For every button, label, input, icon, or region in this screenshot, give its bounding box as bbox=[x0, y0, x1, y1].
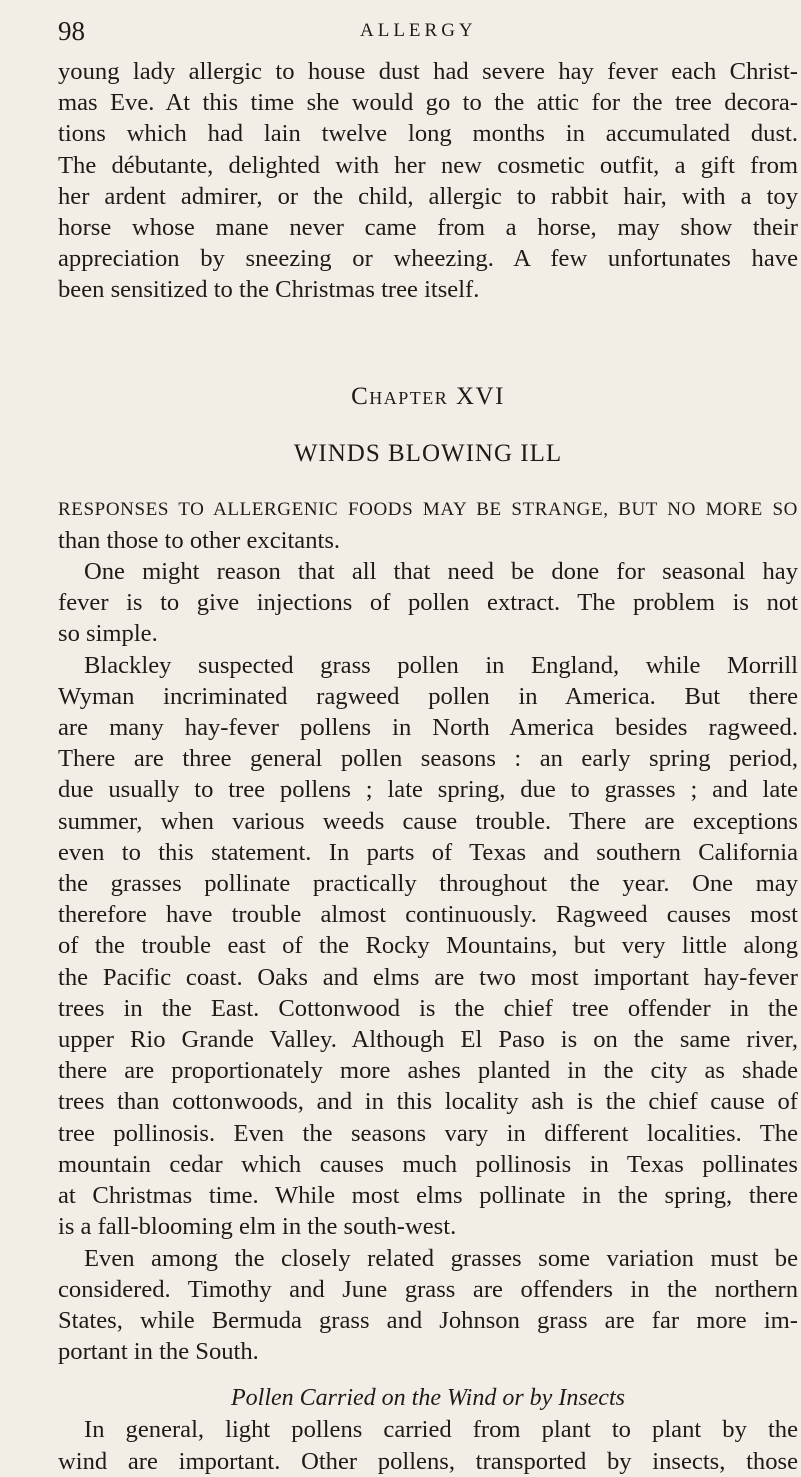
text-line: Wyman incriminated ragweed pollen in America. But there bbox=[58, 682, 798, 710]
text-line: at Christmas time. While most elms pollinate in the spring, there bbox=[58, 1182, 798, 1210]
paragraph bbox=[58, 650, 798, 1243]
text-line: mountain cedar which causes much pollinosis in Texas pollinates bbox=[58, 1150, 798, 1178]
text-line: upper Rio Grande Valley. Although El Paso is on the same river, bbox=[58, 1026, 798, 1054]
text-line: than those to other excitants. bbox=[58, 526, 341, 554]
text-line: Even among the closely related grasses some variation must be bbox=[84, 1244, 798, 1272]
text-line: trees in the East. Cottonwood is the chief tree offender in the bbox=[58, 994, 798, 1022]
text-line: In general, light pollens carried from plant to plant by the bbox=[84, 1416, 798, 1444]
continued-paragraph bbox=[58, 56, 798, 306]
text-line: so simple. bbox=[58, 620, 158, 648]
text-line: therefore have trouble almost continuously. Ragweed causes most bbox=[58, 901, 798, 929]
chapter-number: Chapter XVI bbox=[351, 382, 505, 410]
text-line: appreciation by sneezing or wheezing. A few unfortunates have bbox=[58, 245, 798, 273]
text-line: considered. Timothy and June grass are offenders in the northern bbox=[58, 1275, 798, 1303]
opening-caps-line: RESPONSES TO ALLERGENIC FOODS MAY BE STRANGE, BUT NO MORE SO bbox=[58, 498, 798, 520]
opening-paragraph bbox=[58, 494, 798, 556]
book-page bbox=[58, 14, 798, 1477]
text-line: Blackley suspected grass pollen in England, while Morrill bbox=[84, 651, 798, 679]
text-line: due usually to tree pollens ; late spring, due to grasses ; and late bbox=[58, 776, 798, 804]
text-line: tree pollinosis. Even the seasons vary in different localities. The bbox=[58, 1119, 798, 1147]
running-head bbox=[58, 14, 798, 48]
text-line: are many hay-fever pollens in North America besides ragweed. bbox=[58, 714, 798, 742]
text-line: tions which had lain twelve long months in accumulated dust. bbox=[58, 120, 798, 148]
text-line: the grasses pollinate practically throughout the year. One may bbox=[58, 870, 798, 898]
page-number: 98 bbox=[58, 16, 85, 46]
text-line: of the trouble east of the Rocky Mountains, but very little along bbox=[58, 932, 798, 960]
text-line: wind are important. Other pollens, transported by insects, those bbox=[58, 1447, 798, 1475]
text-line: there are proportionately more ashes planted in the city as shade bbox=[58, 1057, 798, 1085]
text-line: trees than cottonwoods, and in this locality ash is the chief cause of bbox=[58, 1088, 798, 1116]
paragraph bbox=[58, 556, 798, 650]
text-line: her ardent admirer, or the child, allergic to rabbit hair, with a toy bbox=[58, 182, 798, 210]
text-line: The débutante, delighted with her new cosmetic outfit, a gift from bbox=[58, 151, 798, 179]
section-heading: Pollen Carried on the Wind or by Insects bbox=[231, 1385, 625, 1412]
text-line: One might reason that all that need be done for seasonal hay bbox=[84, 558, 798, 586]
text-line: even to this statement. In parts of Texas and southern California bbox=[58, 838, 798, 866]
text-line: mas Eve. At this time she would go to the attic for the tree decora- bbox=[58, 89, 798, 117]
text-line: been sensitized to the Christmas tree itself. bbox=[58, 276, 480, 304]
text-line: portant in the South. bbox=[58, 1338, 259, 1366]
text-line: young lady allergic to house dust had severe hay fever each Christ- bbox=[58, 58, 798, 85]
paragraph bbox=[58, 1243, 798, 1368]
text-line: summer, when various weeds cause trouble. There are exceptions bbox=[58, 807, 798, 835]
text-line: is a fall-blooming elm in the south-west. bbox=[58, 1213, 457, 1241]
text-line: States, while Bermuda grass and Johnson grass are far more im- bbox=[58, 1306, 798, 1334]
paragraph bbox=[58, 1414, 798, 1476]
running-title: ALLERGY bbox=[360, 20, 477, 41]
text-line: There are three general pollen seasons : an early spring period, bbox=[58, 745, 798, 773]
text-line: horse whose mane never came from a horse, may show their bbox=[58, 214, 798, 242]
text-line: fever is to give injections of pollen extract. The problem is not bbox=[58, 589, 798, 617]
chapter-title: WINDS BLOWING ILL bbox=[293, 439, 563, 467]
text-line: the Pacific coast. Oaks and elms are two most important hay-fever bbox=[58, 963, 798, 991]
